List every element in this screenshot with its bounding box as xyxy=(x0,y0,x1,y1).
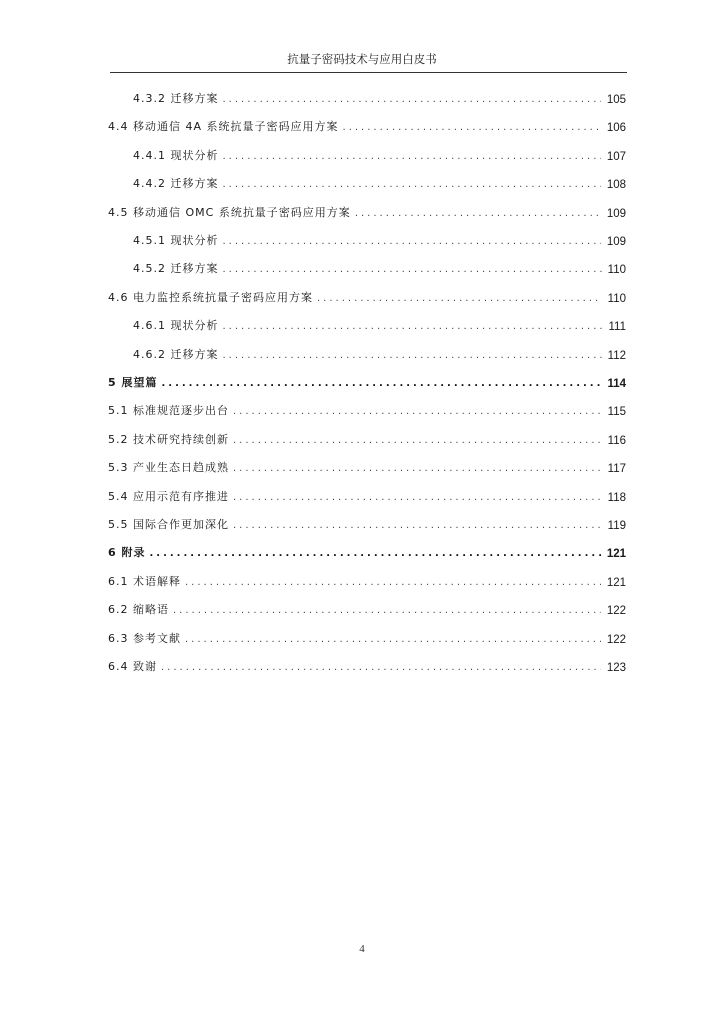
toc-dot-leader xyxy=(223,263,602,276)
toc-entry-label: 4.6.1 现状分析 xyxy=(133,319,219,333)
toc-entry-label: 6.3 参考文献 xyxy=(108,631,181,645)
toc-entry-page: 118 xyxy=(607,491,626,504)
toc-entry-label: 6.4 致谢 xyxy=(108,660,157,673)
toc-entry[interactable] xyxy=(108,628,626,646)
toc-entry[interactable] xyxy=(133,145,626,163)
toc-entry-page: 112 xyxy=(607,349,626,362)
toc-entry[interactable] xyxy=(108,429,626,447)
header-divider xyxy=(110,72,627,73)
toc-entry[interactable] xyxy=(108,372,626,390)
toc-dot-leader xyxy=(223,349,602,362)
toc-entry-page: 110 xyxy=(607,264,626,277)
toc-entry-page: 110 xyxy=(607,292,626,305)
toc-entry-page: 117 xyxy=(607,463,626,476)
toc-entry-label: 4.4.1 现状分析 xyxy=(133,148,219,162)
toc-dot-leader xyxy=(233,434,602,447)
toc-entry[interactable] xyxy=(133,258,626,276)
toc-entry[interactable] xyxy=(133,230,626,248)
toc-entry-label: 5.4 应用示范有序推进 xyxy=(108,489,229,503)
toc-entry[interactable] xyxy=(133,315,626,333)
toc-entry-label: 4.3.2 迁移方案 xyxy=(133,92,219,105)
toc-entry[interactable] xyxy=(108,287,626,305)
toc-entry-page: 122 xyxy=(606,605,626,618)
toc-dot-leader xyxy=(223,93,601,106)
toc-entry-page: 105 xyxy=(606,94,626,106)
running-header: 抗量子密码技术与应用白皮书 xyxy=(287,52,437,66)
toc-entry-label: 5 展望篇 xyxy=(108,376,158,389)
toc-entry-label: 4.5 移动通信 OMC 系统抗量子密码应用方案 xyxy=(108,205,351,219)
toc-entry-label: 5.1 标准规范逐步出台 xyxy=(108,404,229,418)
toc-entry-label: 4.4.2 迁移方案 xyxy=(133,177,219,191)
toc-entry[interactable] xyxy=(108,486,626,504)
toc-dot-leader xyxy=(233,462,602,475)
toc-entry-page: 109 xyxy=(606,207,626,220)
toc-entry-page: 107 xyxy=(606,150,626,163)
toc-dot-leader xyxy=(233,491,602,504)
toc-dot-leader xyxy=(185,633,601,646)
toc-dot-leader xyxy=(161,377,601,390)
toc-entry-label: 4.6 电力监控系统抗量子密码应用方案 xyxy=(108,290,313,304)
toc-entry[interactable] xyxy=(108,542,626,560)
toc-entry-page: 114 xyxy=(607,378,626,390)
toc-dot-leader xyxy=(149,547,600,560)
toc-dot-leader xyxy=(185,576,601,589)
toc-entry[interactable] xyxy=(108,656,626,674)
toc-dot-leader xyxy=(223,320,603,333)
toc-dot-leader xyxy=(223,150,601,163)
toc-entry-label: 4.4 移动通信 4A 系统抗量子密码应用方案 xyxy=(108,120,339,134)
toc-entry-label: 5.3 产业生态日趋成熟 xyxy=(108,461,229,475)
toc-entry-page: 122 xyxy=(606,633,626,646)
toc-entry[interactable] xyxy=(108,116,626,134)
toc-dot-leader xyxy=(223,178,601,191)
toc-entry-label: 4.5.1 现状分析 xyxy=(133,234,219,247)
toc-entry-page: 106 xyxy=(606,122,626,135)
toc-entry-page: 121 xyxy=(606,576,626,589)
toc-entry-page: 115 xyxy=(607,406,626,419)
toc-entry-label: 4.6.2 迁移方案 xyxy=(133,347,219,361)
toc-entry-page: 109 xyxy=(606,236,626,248)
page-number: 4 xyxy=(359,943,365,955)
toc-entry[interactable] xyxy=(108,202,626,220)
toc-entry[interactable] xyxy=(108,457,626,475)
toc-entry-label: 6.2 缩略语 xyxy=(108,603,169,617)
toc-entry-page: 111 xyxy=(608,321,626,334)
toc-dot-leader xyxy=(233,405,602,418)
toc-dot-leader xyxy=(161,661,601,674)
toc-dot-leader xyxy=(223,235,601,248)
toc-entry[interactable] xyxy=(108,571,626,589)
toc-entry[interactable] xyxy=(133,344,626,362)
toc-entry[interactable] xyxy=(108,599,626,617)
toc-entry-label: 5.2 技术研究持续创新 xyxy=(108,432,229,446)
toc-entry-label: 6.1 术语解释 xyxy=(108,574,181,588)
toc-entry-page: 123 xyxy=(606,662,626,674)
toc-entry-page: 116 xyxy=(607,434,626,447)
toc-dot-leader xyxy=(233,519,602,532)
toc-dot-leader xyxy=(343,121,601,134)
toc-dot-leader xyxy=(355,207,601,220)
toc-entry[interactable] xyxy=(133,173,626,191)
toc-entry-label: 5.5 国际合作更加深化 xyxy=(108,518,229,531)
toc-dot-leader xyxy=(173,604,601,617)
toc-entry[interactable] xyxy=(133,88,626,106)
toc-dot-leader xyxy=(317,292,602,305)
toc-entry-page: 121 xyxy=(606,548,626,561)
toc-entry-page: 108 xyxy=(606,179,626,192)
toc-entry[interactable] xyxy=(108,400,626,418)
toc-entry-page: 119 xyxy=(607,520,626,532)
toc-entry[interactable] xyxy=(108,514,626,532)
toc-entry-label: 4.5.2 迁移方案 xyxy=(133,262,219,276)
toc-entry-label: 6 附录 xyxy=(108,546,146,560)
